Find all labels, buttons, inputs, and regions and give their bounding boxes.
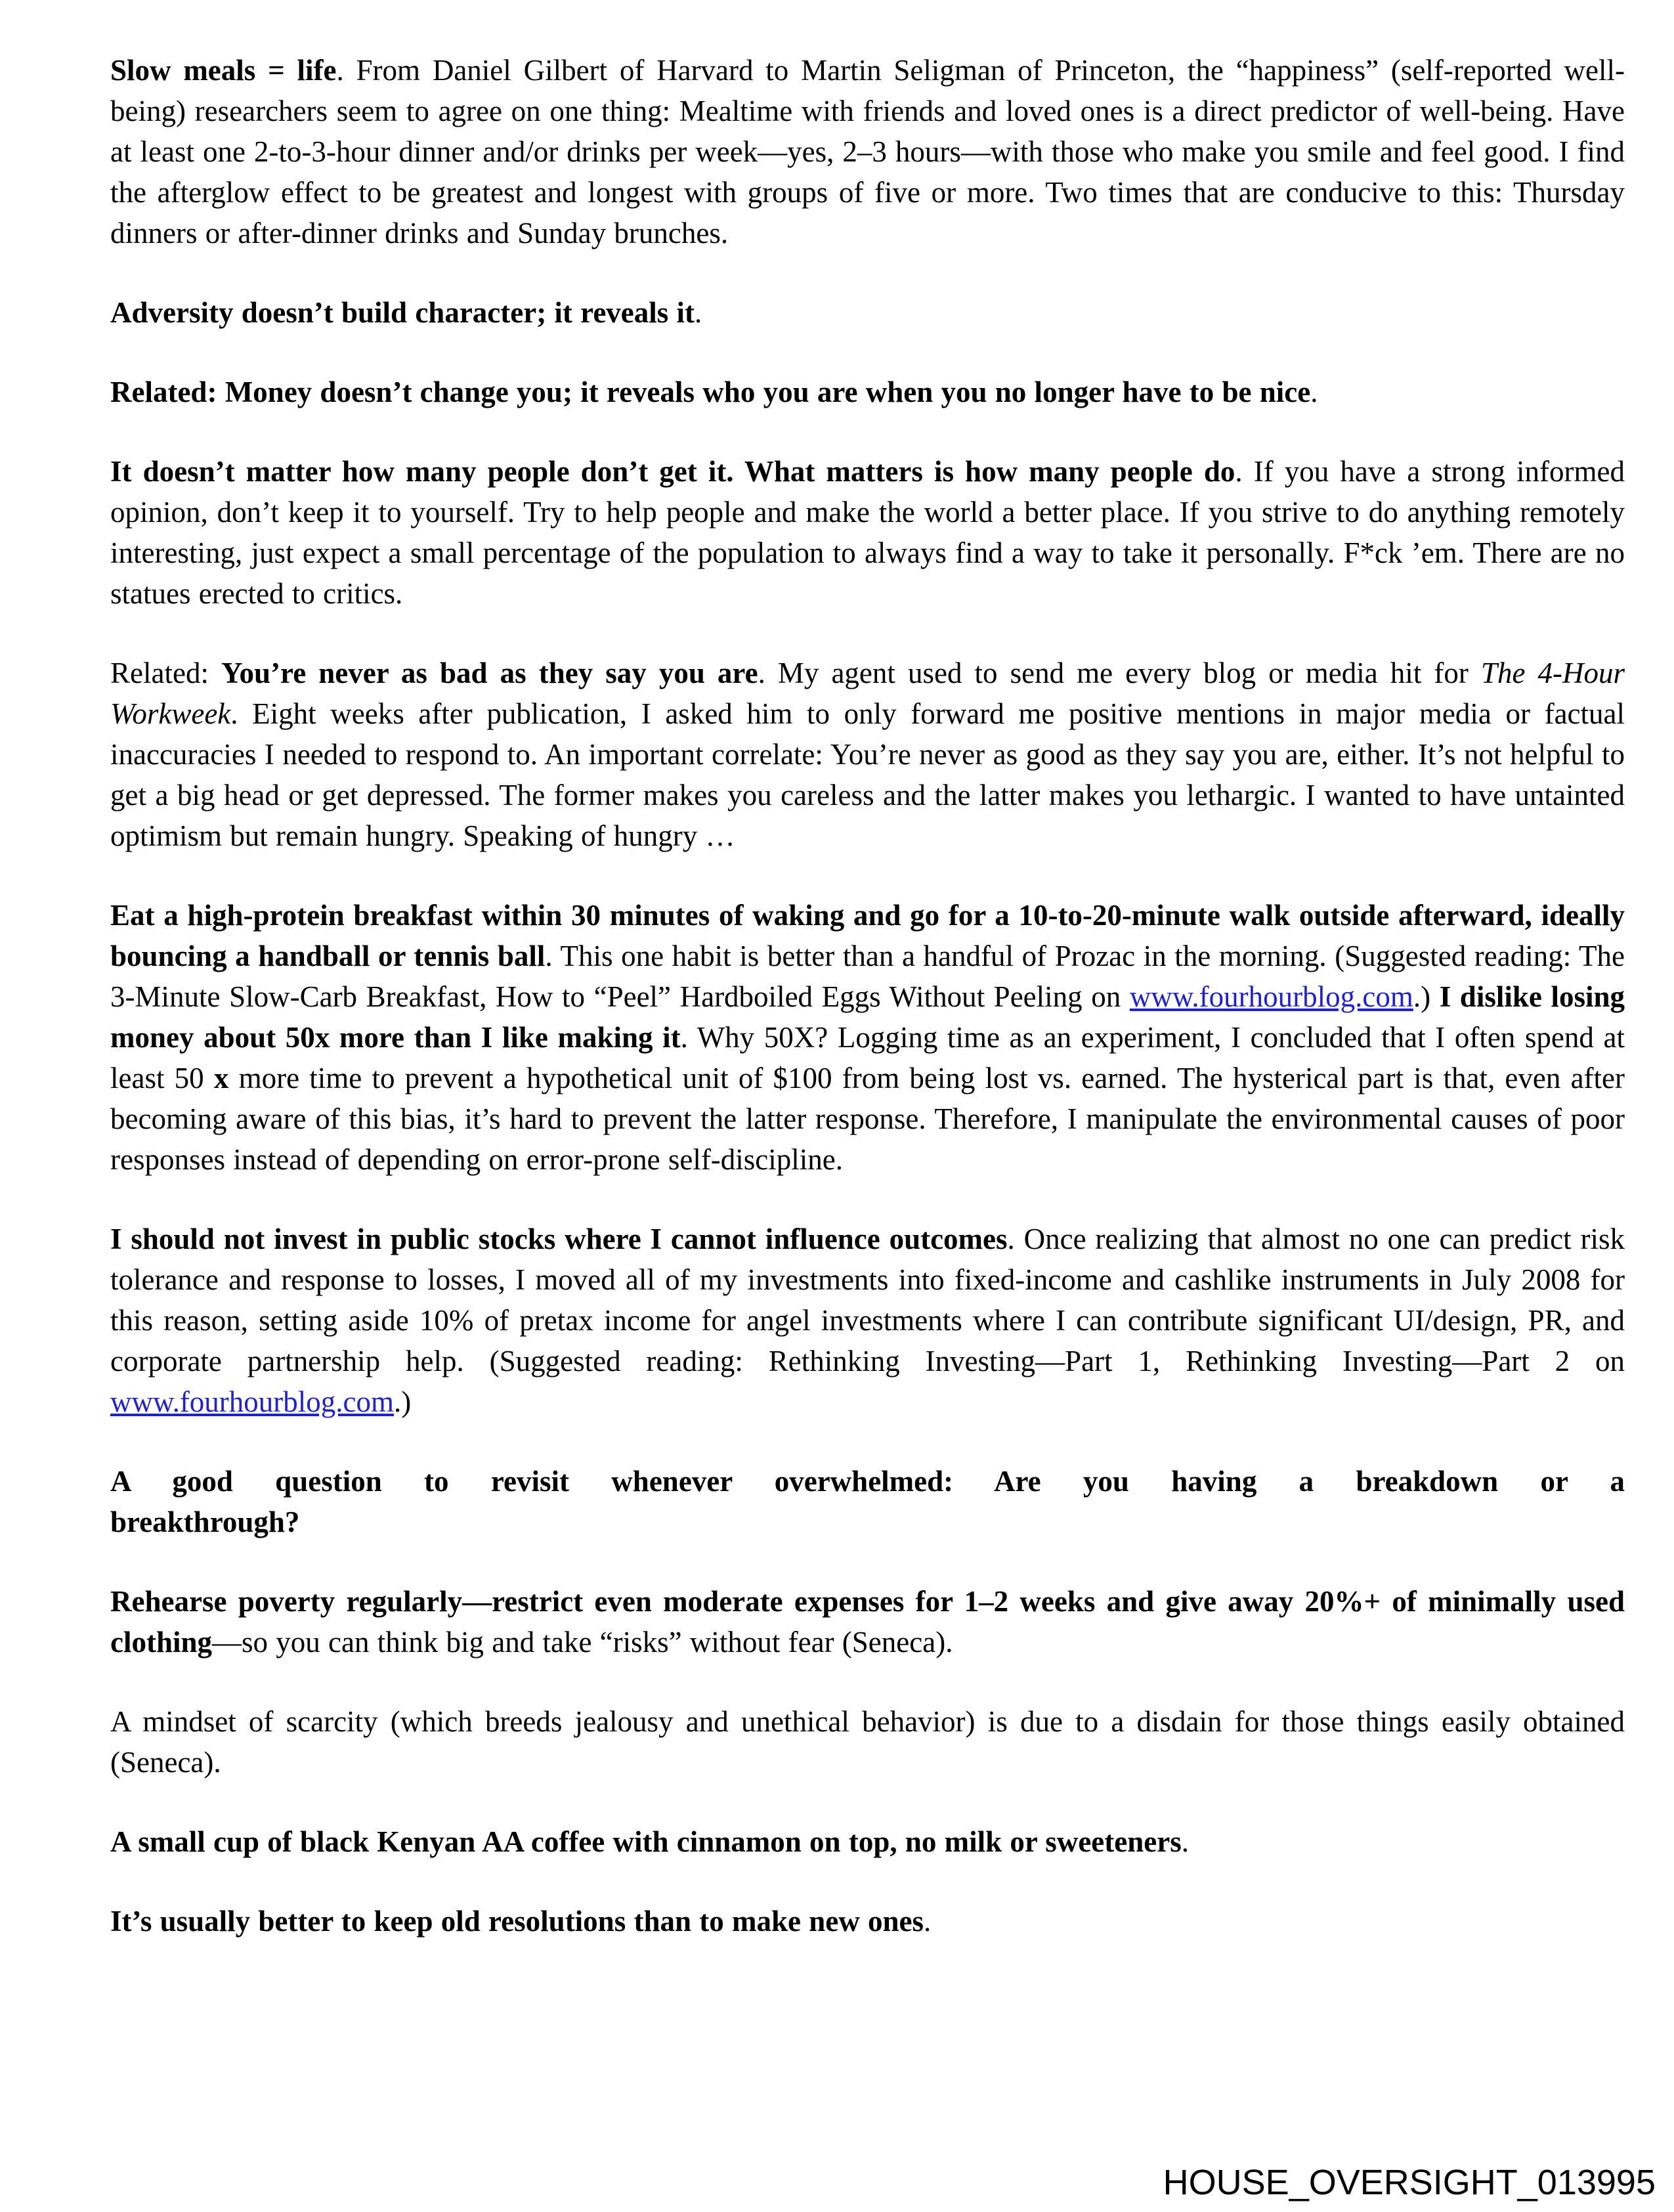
text-run: —so you can think big and take “risks” without fear (Seneca). <box>212 1626 953 1659</box>
para-resolutions <box>110 1901 1625 1941</box>
text-run: .) <box>1413 980 1440 1013</box>
text-run: . If you have a strong informed opinion, don’t keep it to yourself. Try to help people and make the world a better place. If you strive to do anything remotely interesting, just expect a small percentage of the population to always find a way to take it personally. F*ck ’em. There are no statues erected to critics. <box>110 455 1625 610</box>
para-related-never-as-bad <box>110 653 1625 856</box>
text-run: . My agent used to send me every blog or media hit for <box>758 657 1481 689</box>
para-related-money <box>110 372 1625 412</box>
text-run-bold: A small cup of black Kenyan AA coffee with cinnamon on top, no milk or sweeteners <box>110 1825 1182 1858</box>
text-run-bold: It doesn’t matter how many people don’t get it. What matters is how many people do <box>110 455 1235 488</box>
text-run: .) <box>394 1385 412 1418</box>
text-run-bold: Slow meals = life <box>110 54 337 87</box>
text-run-italic: The 4-Hour Workweek <box>110 657 1625 730</box>
text-run-bold: Related: Money doesn’t change you; it reveals who you are when you no longer have to be nice <box>110 376 1311 408</box>
fourhourblog-link[interactable]: www.fourhourblog.com <box>1129 980 1413 1013</box>
text-run: . <box>695 296 702 329</box>
fourhourblog-link[interactable]: www.fourhourblog.com <box>110 1385 395 1418</box>
text-run-bold: Rehearse poverty regularly—restrict even moderate expenses for 1–2 weeks and give away 20%+ of minimally used clothing <box>110 1585 1625 1659</box>
bates-stamp: HOUSE_OVERSIGHT_013995 <box>1163 2163 1656 2202</box>
text-run-bold: breakthrough? <box>110 1506 300 1538</box>
text-run-bold: Adversity doesn’t build character; it reveals it <box>110 296 695 329</box>
text-run: . <box>1181 1825 1189 1858</box>
para-breakfast <box>110 895 1625 1180</box>
para-good-question <box>110 1461 1625 1542</box>
text-run: more time to prevent a hypothetical unit of $100 from being lost vs. earned. The hysterical part is that, even after becoming aware of this bias, it’s hard to prevent the latter response. Therefore, I manipulate the environmental causes of poor responses instead of depending on error-prone self-discipline. <box>110 1062 1625 1176</box>
text-run-bold: Eat a high-protein breakfast within 30 minutes of waking and go for a 10-to-20-minute walk outside afterward, ideally bouncing a handball or tennis ball <box>110 899 1625 972</box>
para-mindset-scarcity <box>110 1701 1625 1783</box>
text-run-bold: You’re never as bad as they say you are <box>221 657 758 689</box>
text-run: . Once realizing that almost no one can predict risk tolerance and response to losses, I moved all of my investments into fixed-income and cashlike instruments in July 2008 for this reason, setting aside 10% of pretax income for angel investments where I can contribute significant UI/design, PR, and corporate partnership help. (Suggested reading: Rethinking Investing—Part 1, Rethinking Investing—Part 2 on <box>110 1223 1625 1377</box>
para-slow-meals <box>110 50 1625 253</box>
text-run: . From Daniel Gilbert of Harvard to Martin Seligman of Princeton, the “happiness” (self-reported well-being) researchers seem to agree on one thing: Mealtime with friends and loved ones is a direct predictor of well-being. Have at least one 2-to-3-hour dinner and/or drinks per week—yes, 2–3 hours—with those who make you smile and feel good. I find the afterglow effect to be greatest and longest with groups of five or more. Two times that are conducive to this: Thursday dinners or after-dinner drinks and Sunday brunches. <box>110 54 1625 249</box>
para-rehearse-poverty <box>110 1581 1625 1662</box>
text-run: . <box>924 1905 932 1938</box>
para-adversity <box>110 292 1625 333</box>
text-run-bold: x <box>213 1062 229 1095</box>
text-run: . Eight weeks after publication, I asked him to only forward me positive mentions in major media or factual inaccuracies I needed to respond to. An important correlate: You’re never as good as they say you are, either. It’s not helpful to get a big head or get depressed. The former makes you careless and the latter makes you lethargic. I wanted to have untainted optimism but remain hungry. Speaking of hungry … <box>110 697 1625 852</box>
para-public-stocks <box>110 1219 1625 1422</box>
text-run: . Why 50X? Logging time as an experiment, I concluded that I often spend at least 50 <box>110 1021 1625 1095</box>
text-run-bold: It’s usually better to keep old resolutions than to make new ones <box>110 1905 924 1938</box>
text-run: . <box>1310 376 1318 408</box>
text-run-bold: I should not invest in public stocks where I cannot influence outcomes <box>110 1223 1008 1255</box>
text-run-jline: A good question to revisit whenever overwhelmed: Are you having a breakdown or a <box>110 1465 1625 1498</box>
text-run-bold: I dislike losing money about 50x more than I like making it <box>110 980 1625 1054</box>
text-run: Related: <box>110 657 222 689</box>
text-run: . This one habit is better than a handful of Prozac in the morning. (Suggested reading: The 3-Minute Slow-Carb Breakfast, How to “Peel” Hardboiled Eggs Without Peeling on <box>110 940 1625 1013</box>
text-run: A mindset of scarcity (which breeds jealousy and unethical behavior) is due to a disdain for those things easily obtained (Seneca). <box>110 1705 1625 1779</box>
document-body <box>110 50 1625 1980</box>
para-coffee <box>110 1821 1625 1862</box>
para-doesnt-matter <box>110 451 1625 614</box>
